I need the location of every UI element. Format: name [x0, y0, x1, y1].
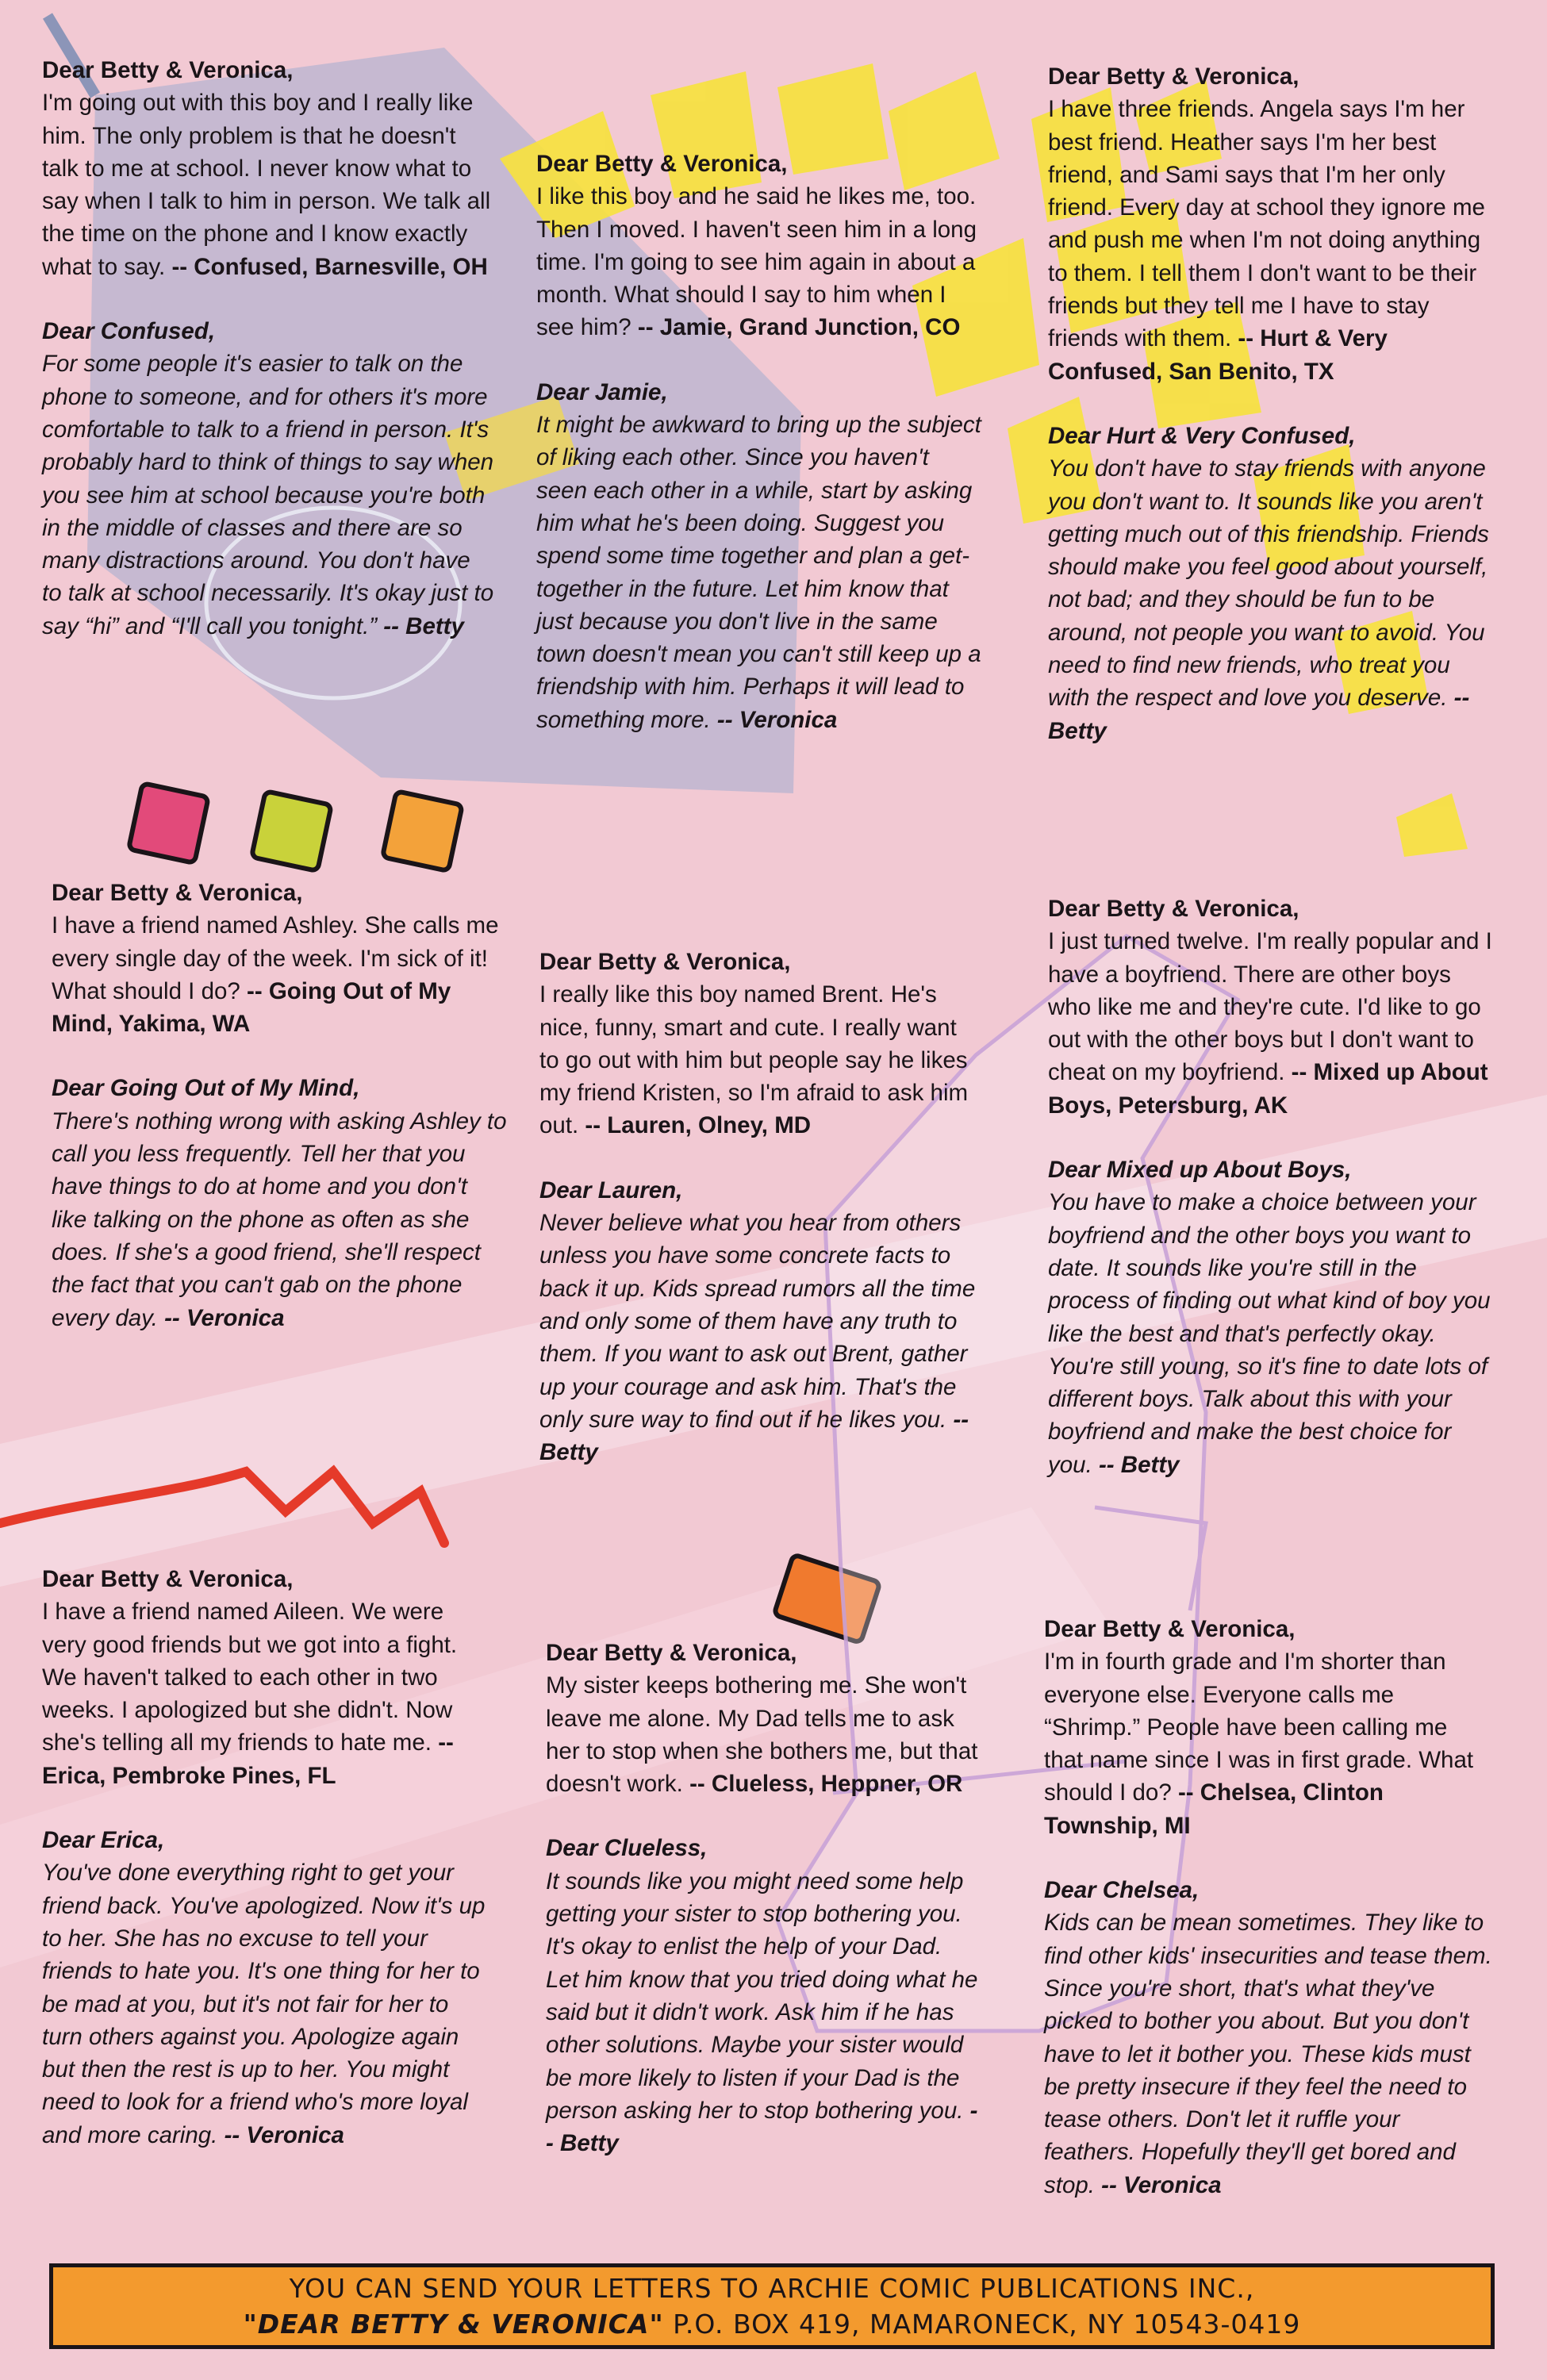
reply-body: Kids can be mean sometimes. They like to find other kids' insecurities and tease them. Since you're short, that's what they've picked to bother you about. But you don't have to let it bother you. These kids must be pretty insecure if they feel the need to tease others. Don't let it ruffle your feathers. Hopefully they'll get bored and stop. -- Veronica [1044, 1910, 1492, 2198]
letter-body: I'm in fourth grade and I'm shorter than everyone else. Everyone calls me “Shrimp.” People have been calling me that name since I was in first grade. What should I do? -- Chelsea, Clinton Township, MI [1044, 1649, 1474, 1839]
letter-signature: -- Confused, Barnesville, OH [171, 253, 488, 280]
letter-body: My sister keeps bothering me. She won't leave me alone. My Dad tells me to ask her to stop when she bothers me, but that doesn't work. -- Clueless, Heppner, OR [546, 1672, 978, 1798]
letter-8 [1048, 892, 1492, 1481]
letter-4 [536, 148, 985, 736]
reply-signature: -- Veronica [716, 706, 838, 733]
reply-salutation: Dear Mixed up About Boys, [1048, 1157, 1352, 1184]
letter-salutation: Dear Betty & Veronica, [546, 1640, 797, 1666]
mailing-address: P.O. BOX 419, MAMARONECK, NY 10543-0419 [663, 2309, 1301, 2340]
letter-salutation: Dear Betty & Veronica, [42, 1566, 294, 1592]
reply-signature: -- Betty [383, 612, 464, 639]
reply-signature: -- Veronica [224, 2121, 344, 2148]
reply-signature: -- Betty [539, 1406, 969, 1466]
letter-1 [42, 54, 494, 643]
reply-body: You don't have to stay friends with anyone you don't want to. It sounds like you aren't getting much out of this friendship. Friends should make you feel good about yourself, not bad; and they should be fun to be around, not people you want to avoid. You need to find new friends, who treat you with the respect and love you deserve. -- Betty [1048, 455, 1489, 744]
reply-body: Never believe what you hear from others unless you have some concrete facts to back it up. Kids spread rumors all the time and only some of them have any truth to them. If you want to ask out Brent, gather up your courage and ask him. That's the only sure way to find out if he likes you. -- Betty [539, 1210, 976, 1466]
reply-body: You have to make a choice between your boyfriend and the other boys you want to date. It sounds like you're still in the process of finding out what kind of boy you like the best and that's perfectly okay. You're still young, so it's fine to date lots of different boys. Talk about this with your boyfriend and make the best choice for you. -- Betty [1048, 1189, 1491, 1478]
letter-2 [52, 877, 508, 1334]
reply-body: There's nothing wrong with asking Ashley to call you less frequently. Tell her that you have things to do at home and you don't like talking on the phone as often as she does. If she's a good friend, she'll respect the fact that you can't gab on the phone every day. -- Veronica [52, 1107, 507, 1331]
banner-line-1: YOU CAN SEND YOUR LETTERS TO ARCHIE COMIC PUBLICATIONS INC., [289, 2273, 1255, 2304]
letter-body: I have three friends. Angela says I'm her best friend. Heather says I'm her best friend, and Sami says that I'm her only friend. Every day at school they ignore me and push me when I'm not doing anything to them. I tell them I don't want to be their friends but they tell me I have to stay friends with them. -- Hurt & Very Confused, San Benito, TX [1048, 96, 1485, 385]
pagers-icon-group [129, 783, 463, 871]
mailing-address-banner [49, 2263, 1495, 2349]
letter-body: I just turned twelve. I'm really popular and I have a boyfriend. There are other boys who like me and they're cute. I'd like to go out with the other boys but I don't want to cheat on my boyfriend. -- Mixed up About Boys, Petersburg, AK [1048, 928, 1492, 1119]
reply-signature: -- Betty [546, 2097, 978, 2157]
reply-salutation: Dear Chelsea, [1044, 1877, 1200, 1904]
letter-5 [539, 946, 976, 1468]
letter-7 [1048, 60, 1496, 747]
reply-body: You've done everything right to get your friend back. You've apologized. Now it's up to her. She has no excuse to tell your friends to hate you. It's one thing for her to be mad at you, but it's not fair for her to turn others against you. Apologize again but then the rest is up to her. You might need to look for a friend who's more loyal and more caring. -- Veronica [42, 1860, 486, 2148]
letter-signature: -- Lauren, Olney, MD [585, 1112, 812, 1139]
reply-signature: -- Betty [1048, 685, 1470, 744]
column-right [1048, 60, 1496, 747]
reply-salutation: Dear Lauren, [539, 1177, 683, 1203]
letter-body: I have a friend named Aileen. We were very good friends but we got into a fight. We haven't talked to each other in two weeks. I apologized but she didn't. Now she's telling all my friends to hate me. -- Erica, Pembroke Pines, FL [42, 1599, 458, 1789]
letter-body: I really like this boy named Brent. He's nice, funny, smart and cute. I really want to go out with him but people say he likes my friend Kristen, so I'm afraid to ask him out. -- Lauren, Olney, MD [539, 981, 969, 1139]
letter-signature: -- Clueless, Heppner, OR [689, 1771, 963, 1798]
letter-salutation: Dear Betty & Veronica, [52, 880, 303, 906]
column-right-3 [1044, 1613, 1492, 2202]
reply-signature: -- Veronica [164, 1304, 285, 1331]
letter-9 [1044, 1613, 1492, 2202]
reply-body: For some people it's easier to talk on the phone to someone, and for others it's more comfortable to talk to a friend in person. It's probably hard to think of things to say when you see him at school because you're both in the middle of classes and there are so many distractions around. You don't have to talk at school necessarily. It's okay just to say “hi” and “I'll call you tonight.” -- Betty [42, 351, 494, 639]
letter-salutation: Dear Betty & Veronica, [536, 151, 788, 177]
letter-6 [546, 1637, 978, 2159]
reply-signature: -- Betty [1098, 1451, 1180, 1478]
reply-salutation: Dear Jamie, [536, 378, 668, 405]
letter-signature: -- Chelsea, Clinton Township, MI [1044, 1779, 1384, 1839]
column-left-2 [52, 877, 508, 1334]
letter-signature: -- Going Out of My Mind, Yakima, WA [52, 977, 451, 1038]
letter-salutation: Dear Betty & Veronica, [1048, 63, 1299, 90]
column-right-2 [1048, 892, 1492, 1481]
column-left [42, 54, 494, 643]
reply-salutation: Dear Confused, [42, 318, 216, 345]
reply-body: It sounds like you might need some help getting your sister to stop bothering you. It's okay to enlist the help of your Dad. Let him know that you tried doing what he said but it didn't work. Ask him if he has other solutions. Maybe your sister would be more likely to listen if your Dad is the person asking her to stop bothering you. -- Betty [546, 1868, 978, 2157]
letter-salutation: Dear Betty & Veronica, [1044, 1616, 1296, 1642]
letter-body: I like this boy and he said he likes me, too. Then I moved. I haven't seen him in a long time. I'm going to see him again in about a month. What should I say to him when I see him? -- Jamie, Grand Junction, CO [536, 183, 977, 341]
reply-salutation: Dear Erica, [42, 1827, 165, 1854]
letter-signature: -- Hurt & Very Confused, San Benito, TX [1048, 325, 1388, 385]
column-middle-3 [546, 1637, 978, 2159]
letter-salutation: Dear Betty & Veronica, [1048, 896, 1299, 922]
reply-signature: -- Veronica [1101, 2171, 1222, 2198]
letter-salutation: Dear Betty & Veronica, [539, 949, 791, 975]
banner-line-2 [53, 2306, 1491, 2342]
letter-signature: -- Jamie, Grand Junction, CO [637, 314, 961, 341]
letter-signature: -- Erica, Pembroke Pines, FL [42, 1729, 454, 1789]
column-middle-2 [539, 946, 976, 1468]
letter-body: I'm going out with this boy and I really like him. The only problem is that he doesn't talk to me at school. I never know what to say when I talk to him in person. We talk all the time on the phone and I know exactly what to say. -- Confused, Barnesville, OH [42, 90, 491, 280]
letter-3 [42, 1563, 486, 2152]
column-middle [536, 148, 985, 736]
letter-salutation: Dear Betty & Veronica, [42, 57, 294, 83]
letter-signature: -- Mixed up About Boys, Petersburg, AK [1048, 1059, 1488, 1119]
letter-body: I have a friend named Ashley. She calls me every single day of the week. I'm sick of it! What should I do? -- Going Out of My Mind, Yakima, WA [52, 912, 499, 1038]
column-title: "DEAR BETTY & VERONICA" [243, 2309, 664, 2340]
reply-salutation: Dear Hurt & Very Confused, [1048, 422, 1356, 449]
reply-body: It might be awkward to bring up the subject of liking each other. Since you haven't seen each other in a while, start by asking him what he's been doing. Suggest you spend some time together and plan a get-together in the future. Let him know that just because you don't live in the same town doesn't mean you can't still keep up a friendship with him. Perhaps it will lead to something more. -- Veronica [536, 412, 981, 733]
reply-salutation: Dear Clueless, [546, 1835, 708, 1862]
reply-salutation: Dear Going Out of My Mind, [52, 1075, 360, 1102]
column-left-3 [42, 1563, 486, 2152]
